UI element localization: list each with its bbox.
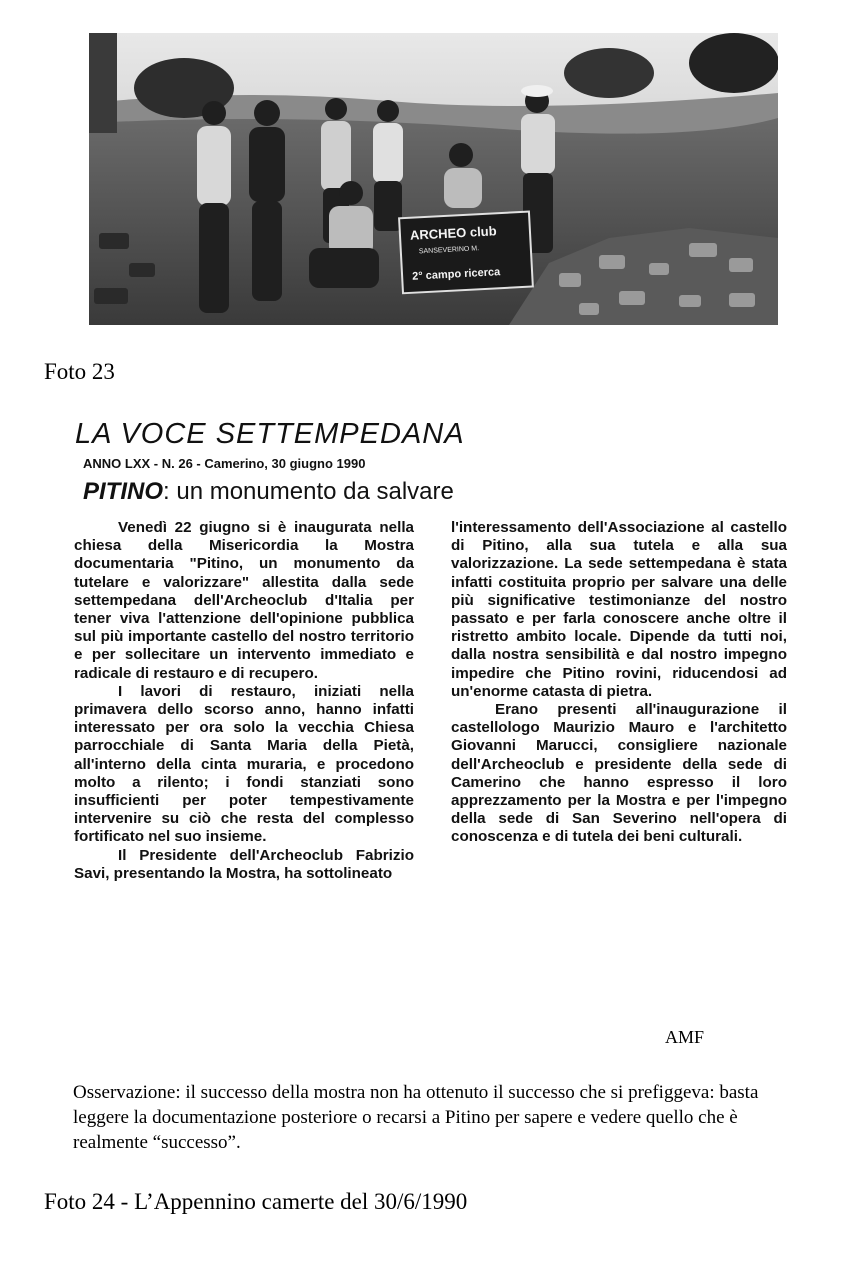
photo-caption-23: Foto 23 bbox=[44, 359, 115, 384]
photo-scene bbox=[89, 33, 778, 325]
author-signature: AMF bbox=[665, 1027, 705, 1047]
article-paragraph: Erano presenti all'inaugurazione il castellologo Maurizio Mauro e l'architetto Giovanni Marucci, consigliere nazionale dell'Archeoclub e presidente della sede di Camerino che hanno espresso il loro apprezzamento per la Mostra e per l'impegno della sede di San Severino nell'opera di conoscenza e di tutela dei beni culturali. bbox=[451, 701, 787, 846]
sign-line1: ARCHEO club bbox=[409, 223, 497, 243]
article-paragraph: l'interessamento dell'Associazione al castello di Pitino, alla sua tutela e alla sua valorizzazione. La sede settempedana è stata infatti costituita proprio per salvare una delle più significative testimonianze del nostro passato e per farla conoscere anche oltre il ristretto ambito locale. Dipende da tutti noi, dalla nostra sensibilità e dal nostro impegno impedire che Pitino rovini, riducendosi ad un'enorme catasta di pietra. bbox=[451, 519, 787, 700]
observation-note: Osservazione: il successo della mostra non ha ottenuto il successo che si prefiggeva: basta leggere la documentazione posteriore o recarsi a Pitino per sapere e vedere quello che è realmente “successo”. bbox=[73, 1082, 759, 1153]
headline-bold: PITINO bbox=[83, 478, 164, 505]
sign-line3: 2° campo ricerca bbox=[411, 266, 501, 283]
article-paragraph: Il Presidente dell'Archeoclub Fabrizio Savi, presentando la Mostra, ha sottolineato bbox=[74, 846, 414, 882]
headline-rest: : un monumento da salvare bbox=[163, 478, 454, 505]
article-column-2 bbox=[451, 519, 787, 847]
archeoclub-group-photo bbox=[89, 33, 778, 325]
article-paragraph: I lavori di restauro, iniziati nella primavera dello scorso anno, hanno infatti interessato per ora solo la vecchia Chiesa parrocchiale di Santa Maria della Pietà, all'interno della cinta muraria, e procedono molto a rilento; i fondi stanziati sono insufficienti per poter tempestivamente intervenire su ciò che resta del complesso fortificato nel suo insieme. bbox=[74, 682, 414, 846]
newspaper-title: LA VOCE SETTEMPEDANA bbox=[75, 418, 465, 450]
article-headline bbox=[83, 478, 454, 506]
article-column-1 bbox=[74, 519, 414, 883]
photo-caption-24: Foto 24 - L’Appennino camerte del 30/6/1990 bbox=[44, 1189, 468, 1214]
newspaper-issue: ANNO LXX - N. 26 - Camerino, 30 giugno 1990 bbox=[83, 456, 366, 471]
sign-line2: SANSEVERINO M. bbox=[418, 245, 480, 256]
article-paragraph: Venedì 22 giugno si è inaugurata nella chiesa della Misericordia la Mostra documentaria "Pitino, un monumento da tutelare e valorizzare" allestita dalla sede settempedana dell'Archeoclub d'Italia per tener viva l'attenzione dell'opinione pubblica sul più importante castello del nostro territorio e per sollecitare un intervento immediato e radicale di restauro e di recupero. bbox=[74, 519, 414, 682]
